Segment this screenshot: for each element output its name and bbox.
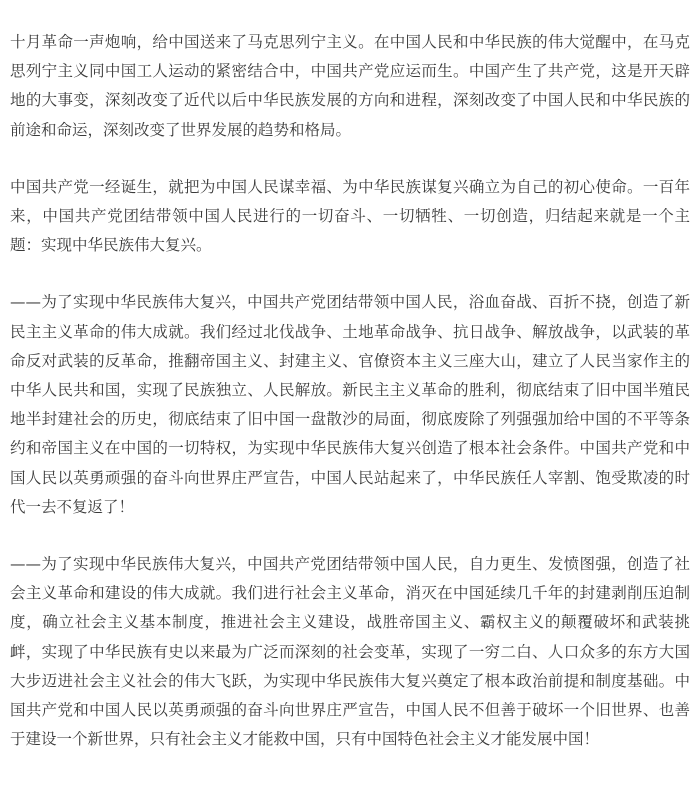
paragraph-4: ——为了实现中华民族伟大复兴，中国共产党团结带领中国人民，自力更生、发愤图强，创造了社会主义革命和建设的伟大成就。我们进行社会主义革命，消灭在中国延续几千年的封建剥削压迫制度，确立社会主义基本制度，推进社会主义建设，战胜帝国主义、霸权主义的颠覆破坏和武装挑衅，实现了中华民族有史以来最为广泛而深刻的社会变革，实现了一穷二白、人口众多的东方大国大步迈进社会主义社会的伟大飞跃，为实现中华民族伟大复兴奠定了根本政治前提和制度基础。中国共产党和中国人民以英勇顽强的奋斗向世界庄严宣告，中国人民不但善于破坏一个旧世界、也善于建设一个新世界，只有社会主义才能救中国，只有中国特色社会主义才能发展中国！ [10,555,690,749]
article-body [10,28,690,754]
paragraph-2: 中国共产党一经诞生，就把为中国人民谋幸福、为中华民族谋复兴确立为自己的初心使命。一百年来，中国共产党团结带领中国人民进行的一切奋斗、一切牺牲、一切创造，归结起来就是一个主题：实现中华民族伟大复兴。 [10,177,690,255]
paragraph-3: ——为了实现中华民族伟大复兴，中国共产党团结带领中国人民，浴血奋战、百折不挠，创造了新民主主义革命的伟大成就。我们经过北伐战争、土地革命战争、抗日战争、解放战争，以武装的革命反对武装的反革命，推翻帝国主义、封建主义、官僚资本主义三座大山，建立了人民当家作主的中华人民共和国，实现了民族独立、人民解放。新民主主义革命的胜利，彻底结束了旧中国半殖民地半封建社会的历史，彻底结束了旧中国一盘散沙的局面，彻底废除了列强强加给中国的不平等条约和帝国主义在中国的一切特权，为实现中华民族伟大复兴创造了根本社会条件。中国共产党和中国人民以英勇顽强的奋斗向世界庄严宣告，中国人民站起来了，中华民族任人宰割、饱受欺凌的时代一去不复返了！ [10,293,690,516]
paragraph-1: 十月革命一声炮响，给中国送来了马克思列宁主义。在中国人民和中华民族的伟大觉醒中，在马克思列宁主义同中国工人运动的紧密结合中，中国共产党应运而生。中国产生了共产党，这是开天辟地的大事变，深刻改变了近代以后中华民族发展的方向和进程，深刻改变了中国人民和中华民族的前途和命运，深刻改变了世界发展的趋势和格局。 [10,33,690,139]
